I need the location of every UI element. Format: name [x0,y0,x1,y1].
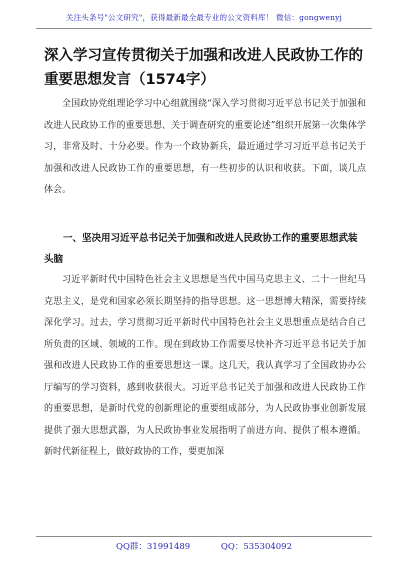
paragraph-section-1: 习近平新时代中国特色社会主义思想是当代中国马克思主义、二十一世纪马克思主义，是党和国家必须长期坚持的指导思想。这一思想博大精深，需要持续深化学习。过去，学习贯彻习近平新时代中国特色社会主义思想重点是结合自己所负责的区域、领域的工作。现在到政协工作需要尽快补齐习近平总书记关于加强和改进人民政协工作的重要思想这一课。这几天，我认真学习了全国政协办公厅编写的学习资料，感到收获很大。习近平总书记关于加强和改进人民政协工作的重要思想，是新时代党的创新理论的重要组成部分，为人民政协事业创新发展提供了强大思想武器，为人民政协事业发展指明了前进方向、提供了根本遵循。新时代新征程上，做好政协的工作，要更加深 [44,275,366,457]
header-promo-note: 关注头条号"公文研究"，获得最新最全最专业的公文资料库！ 微信：gongwenyj [65,13,343,22]
footer-contact [0,540,408,552]
paragraph-intro: 全国政协党组理论学习中心组就围绕“深入学习贯彻习近平总书记关于加强和改进人民政协工作的重要思想、关于调查研究的重要论述”组织开展第一次集体学习，非常及时、十分必要。作为一个政协新兵，最近通过学习习近平总书记关于加强和改进人民政协工作的重要思想，有一些初步的认识和收获。下面，谈几点体会。 [44,99,366,195]
document-title: 深入学习宣传贯彻关于加强和改进人民政协工作的重要思想发言（1574字） [44,48,363,88]
footer-divider [36,536,372,537]
footer-qq: QQ：535304092 [220,542,292,552]
footer-qq-group: QQ群：31991489 [115,542,191,552]
header-divider [36,28,372,29]
section-heading-1: 一、坚决用习近平总书记关于加强和改进人民政协工作的重要思想武装头脑 [44,233,358,265]
